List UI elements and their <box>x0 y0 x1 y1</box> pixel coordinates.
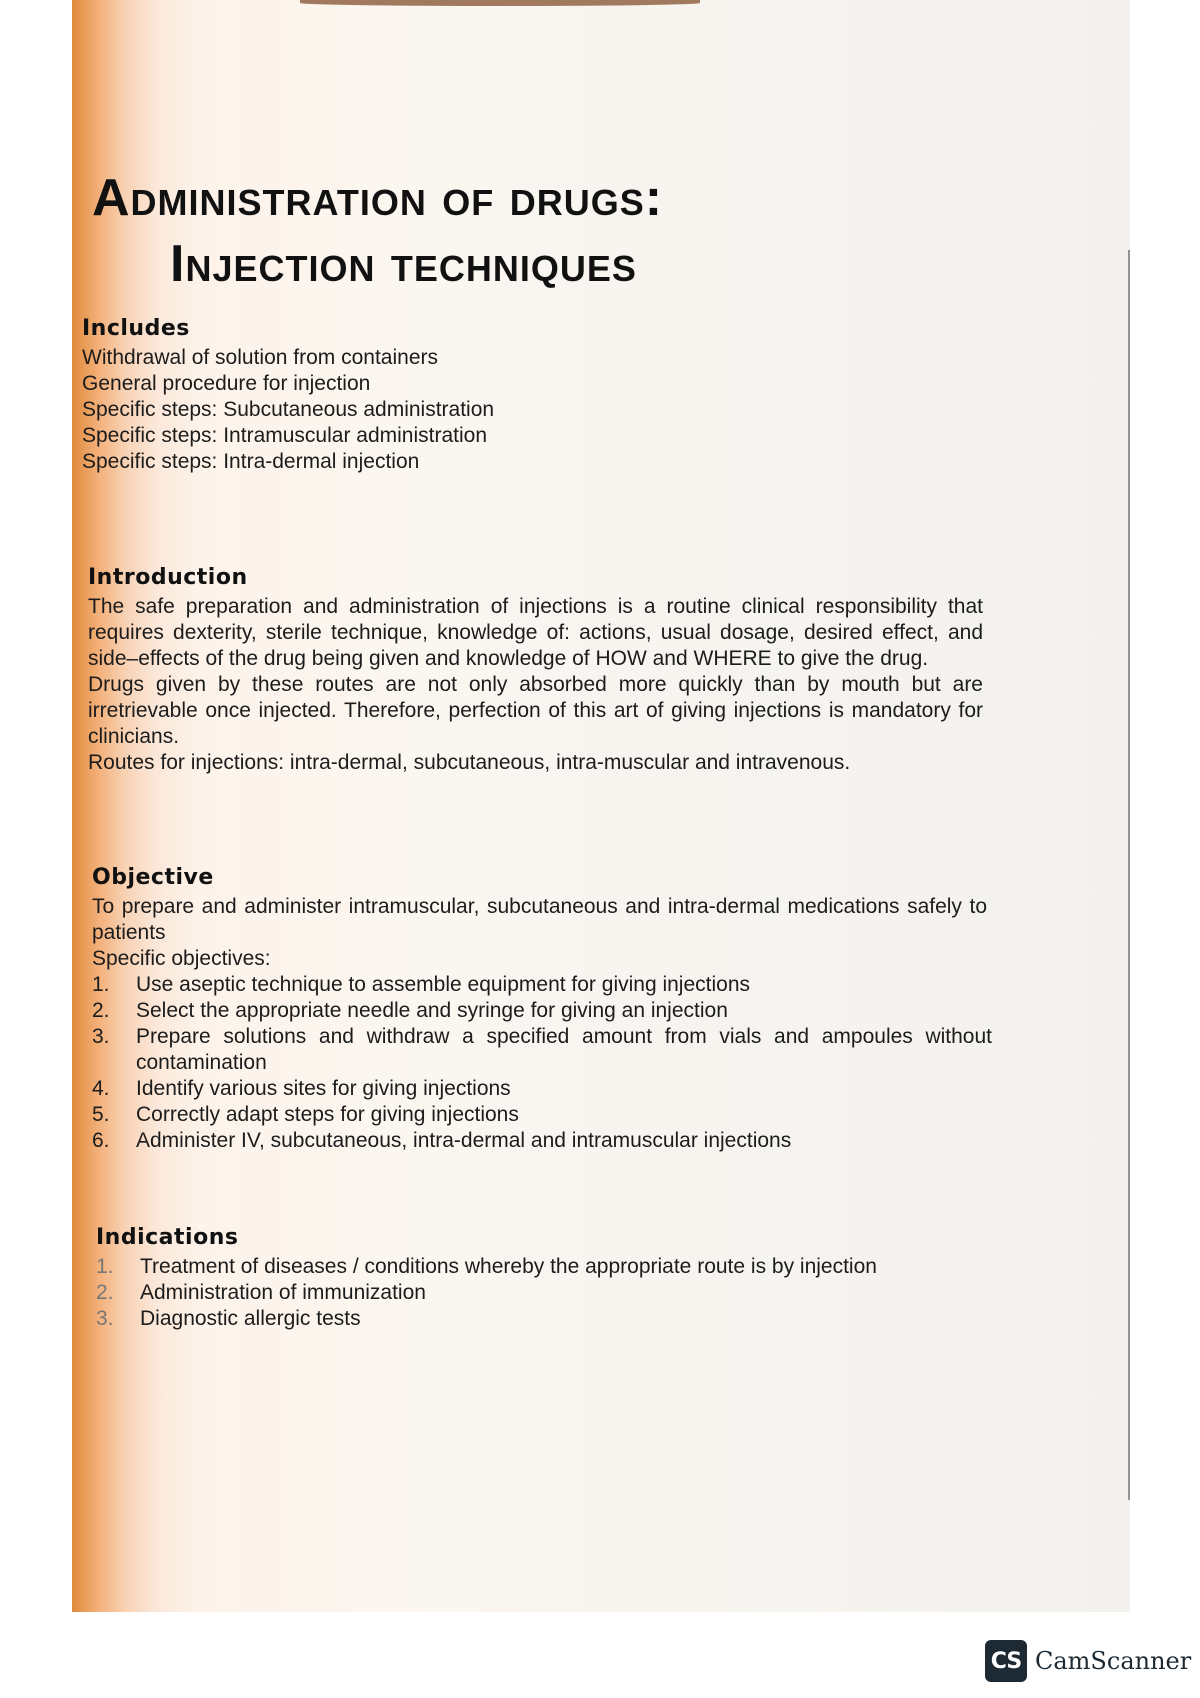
list-number: 3. <box>96 1307 114 1330</box>
indications-section <box>96 1225 996 1332</box>
includes-section <box>82 316 982 475</box>
list-text: Prepare solutions and withdraw a specified amount from vials and ampoules without contamination <box>136 1025 992 1074</box>
list-number: 6. <box>92 1129 110 1152</box>
includes-item: Specific steps: Subcutaneous administration <box>82 398 495 421</box>
list-text: Administration of immunization <box>140 1281 426 1304</box>
camscanner-logo-icon: CS <box>985 1640 1027 1682</box>
document-title <box>92 169 664 293</box>
paper-top-shadow <box>300 0 700 6</box>
introduction-paragraph: Routes for injections: intra-dermal, subcutaneous, intra-muscular and intravenous. <box>88 751 851 774</box>
includes-item: Specific steps: Intramuscular administration <box>82 424 487 447</box>
title-line-2: Injection techniques <box>170 235 637 293</box>
list-number: 1. <box>92 973 110 996</box>
objective-text: To prepare and administer intramuscular, subcutaneous and intra-dermal medications safely to patients <box>92 895 987 944</box>
list-item <box>96 1306 996 1332</box>
indications-heading: Indications <box>96 1225 239 1250</box>
list-item <box>92 972 992 998</box>
list-number: 5. <box>92 1103 110 1126</box>
list-item <box>96 1254 996 1280</box>
list-text: Select the appropriate needle and syringe for giving an injection <box>136 999 728 1022</box>
introduction-paragraph: Drugs given by these routes are not only absorbed more quickly than by mouth but are irretrievable once injected. Therefore, perfection of this art of giving injections is mandatory for clinicians. <box>88 673 983 748</box>
list-text: Treatment of diseases / conditions whereby the appropriate route is by injection <box>140 1255 877 1278</box>
list-text: Use aseptic technique to assemble equipment for giving injections <box>136 973 751 996</box>
objectives-list <box>92 972 992 1154</box>
list-number: 4. <box>92 1077 110 1100</box>
list-item <box>92 1102 992 1128</box>
objective-heading: Objective <box>92 865 214 890</box>
list-item <box>92 1076 992 1102</box>
title-line-1: Administration of drugs: <box>92 169 664 227</box>
list-number: 3. <box>92 1025 110 1048</box>
list-item <box>92 1024 992 1076</box>
list-text: Correctly adapt steps for giving injections <box>136 1103 519 1126</box>
objective-section <box>92 865 992 1154</box>
list-number: 1. <box>96 1255 114 1278</box>
list-text: Administer IV, subcutaneous, intra-dermal and intramuscular injections <box>136 1129 792 1152</box>
includes-item: Specific steps: Intra-dermal injection <box>82 450 420 473</box>
list-item <box>92 1128 992 1154</box>
list-text: Diagnostic allergic tests <box>140 1307 361 1330</box>
list-number: 2. <box>92 999 110 1022</box>
introduction-section <box>88 565 988 776</box>
includes-item: General procedure for injection <box>82 372 371 395</box>
list-text: Identify various sites for giving injections <box>136 1077 511 1100</box>
list-item <box>92 998 992 1024</box>
specific-objectives-label: Specific objectives: <box>92 947 271 970</box>
list-number: 2. <box>96 1281 114 1304</box>
includes-item: Withdrawal of solution from containers <box>82 346 438 369</box>
camscanner-watermark <box>985 1640 1191 1682</box>
camscanner-name: CamScanner <box>1035 1647 1192 1675</box>
includes-heading: Includes <box>82 316 190 341</box>
list-item <box>96 1280 996 1306</box>
paper-right-edge <box>1128 250 1130 1500</box>
indications-list <box>96 1254 996 1332</box>
introduction-heading: Introduction <box>88 565 248 590</box>
introduction-paragraph: The safe preparation and administration of injections is a routine clinical responsibility that requires dexterity, sterile technique, knowledge of: actions, usual dosage, desired effect, and side–effects of the drug being given and knowledge of HOW and WHERE to give the drug. <box>88 595 983 670</box>
